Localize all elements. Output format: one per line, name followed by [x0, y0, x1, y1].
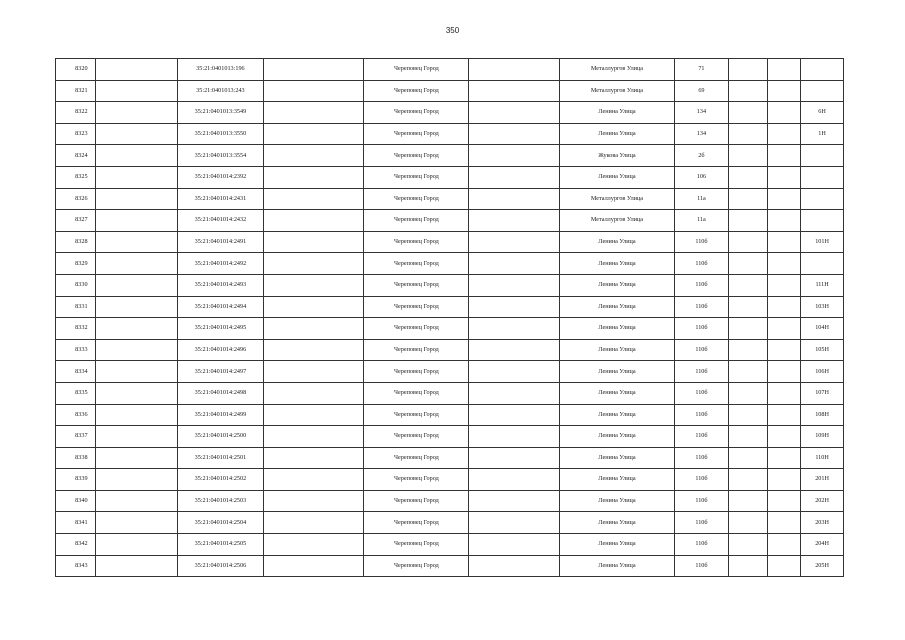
cadastral-number-cell: 35:21:0401014:2432	[178, 210, 264, 232]
table-row	[56, 361, 844, 383]
empty-cell	[728, 231, 767, 253]
empty-cell	[728, 555, 767, 577]
row-number-cell: 8321	[56, 80, 96, 102]
empty-cell	[728, 166, 767, 188]
house-cell: 110б	[674, 447, 728, 469]
empty-cell	[263, 296, 364, 318]
empty-cell	[728, 512, 767, 534]
cadastral-number-cell: 35:21:0401014:2504	[178, 512, 264, 534]
empty-cell	[95, 231, 177, 253]
empty-cell	[95, 404, 177, 426]
cadastral-number-cell: 35:21:0401014:2431	[178, 188, 264, 210]
street-cell: Ленина Улица	[559, 361, 674, 383]
cadastral-number-cell: 35:21:0401013:196	[178, 59, 264, 81]
city-cell: Череповец Город	[364, 296, 469, 318]
empty-cell	[263, 59, 364, 81]
empty-cell	[95, 59, 177, 81]
empty-cell	[767, 555, 801, 577]
row-number-cell: 8325	[56, 166, 96, 188]
premises-cell	[801, 253, 844, 275]
street-cell: Металлургов Улица	[559, 210, 674, 232]
empty-cell	[469, 123, 560, 145]
empty-cell	[767, 80, 801, 102]
house-cell: 110б	[674, 469, 728, 491]
cadastral-number-cell: 35:21:0401014:2495	[178, 318, 264, 340]
cadastral-number-cell: 35:21:0401013:3554	[178, 145, 264, 167]
table-row	[56, 296, 844, 318]
empty-cell	[263, 80, 364, 102]
empty-cell	[263, 534, 364, 556]
table-row	[56, 318, 844, 340]
empty-cell	[95, 512, 177, 534]
street-cell: Ленина Улица	[559, 426, 674, 448]
empty-cell	[263, 447, 364, 469]
empty-cell	[728, 447, 767, 469]
house-cell: 11а	[674, 188, 728, 210]
city-cell: Череповец Город	[364, 145, 469, 167]
table-row	[56, 253, 844, 275]
registry-table	[55, 58, 844, 577]
table-row	[56, 102, 844, 124]
empty-cell	[95, 80, 177, 102]
empty-cell	[767, 253, 801, 275]
empty-cell	[767, 210, 801, 232]
table-row	[56, 339, 844, 361]
table-row	[56, 59, 844, 81]
cadastral-number-cell: 35:21:0401013:3550	[178, 123, 264, 145]
street-cell: Ленина Улица	[559, 447, 674, 469]
city-cell: Череповец Город	[364, 102, 469, 124]
empty-cell	[95, 339, 177, 361]
empty-cell	[767, 188, 801, 210]
empty-cell	[469, 188, 560, 210]
city-cell: Череповец Город	[364, 469, 469, 491]
table-row	[56, 145, 844, 167]
empty-cell	[95, 296, 177, 318]
empty-cell	[263, 382, 364, 404]
empty-cell	[728, 382, 767, 404]
cadastral-number-cell: 35:21:0401014:2498	[178, 382, 264, 404]
empty-cell	[469, 404, 560, 426]
row-number-cell: 8343	[56, 555, 96, 577]
row-number-cell: 8342	[56, 534, 96, 556]
row-number-cell: 8340	[56, 490, 96, 512]
empty-cell	[728, 404, 767, 426]
street-cell: Ленина Улица	[559, 274, 674, 296]
empty-cell	[728, 534, 767, 556]
empty-cell	[767, 166, 801, 188]
empty-cell	[263, 361, 364, 383]
empty-cell	[728, 102, 767, 124]
empty-cell	[95, 274, 177, 296]
empty-cell	[469, 80, 560, 102]
house-cell: 110б	[674, 512, 728, 534]
empty-cell	[767, 534, 801, 556]
empty-cell	[469, 361, 560, 383]
house-cell: 106	[674, 166, 728, 188]
city-cell: Череповец Город	[364, 512, 469, 534]
row-number-cell: 8333	[56, 339, 96, 361]
city-cell: Череповец Город	[364, 404, 469, 426]
row-number-cell: 8322	[56, 102, 96, 124]
empty-cell	[263, 210, 364, 232]
table-row	[56, 188, 844, 210]
cadastral-number-cell: 35:21:0401014:2506	[178, 555, 264, 577]
empty-cell	[469, 447, 560, 469]
city-cell: Череповец Город	[364, 253, 469, 275]
city-cell: Череповец Город	[364, 123, 469, 145]
house-cell: 110б	[674, 426, 728, 448]
cadastral-number-cell: 35:21:0401014:2505	[178, 534, 264, 556]
house-cell: 134	[674, 102, 728, 124]
empty-cell	[469, 253, 560, 275]
premises-cell: 107Н	[801, 382, 844, 404]
empty-cell	[767, 512, 801, 534]
house-cell: 110б	[674, 382, 728, 404]
empty-cell	[767, 361, 801, 383]
empty-cell	[95, 166, 177, 188]
empty-cell	[263, 102, 364, 124]
premises-cell: 101Н	[801, 231, 844, 253]
house-cell: 110б	[674, 404, 728, 426]
empty-cell	[95, 469, 177, 491]
empty-cell	[263, 253, 364, 275]
empty-cell	[728, 274, 767, 296]
empty-cell	[767, 404, 801, 426]
premises-cell: 203Н	[801, 512, 844, 534]
street-cell: Ленина Улица	[559, 404, 674, 426]
cadastral-number-cell: 35:21:0401014:2499	[178, 404, 264, 426]
empty-cell	[767, 59, 801, 81]
city-cell: Череповец Город	[364, 274, 469, 296]
house-cell: 2б	[674, 145, 728, 167]
empty-cell	[263, 426, 364, 448]
empty-cell	[263, 188, 364, 210]
house-cell: 110б	[674, 274, 728, 296]
house-cell: 110б	[674, 339, 728, 361]
row-number-cell: 8335	[56, 382, 96, 404]
empty-cell	[469, 145, 560, 167]
page-number: 350	[445, 26, 460, 35]
cadastral-number-cell: 35:21:0401013:243	[178, 80, 264, 102]
empty-cell	[95, 210, 177, 232]
empty-cell	[469, 555, 560, 577]
table-row	[56, 231, 844, 253]
table-row	[56, 80, 844, 102]
cadastral-number-cell: 35:21:0401014:2500	[178, 426, 264, 448]
street-cell: Жукова Улица	[559, 145, 674, 167]
empty-cell	[469, 296, 560, 318]
empty-cell	[728, 318, 767, 340]
premises-cell: 109Н	[801, 426, 844, 448]
empty-cell	[469, 166, 560, 188]
empty-cell	[95, 188, 177, 210]
premises-cell: 1Н	[801, 123, 844, 145]
city-cell: Череповец Город	[364, 166, 469, 188]
empty-cell	[469, 210, 560, 232]
table-row	[56, 469, 844, 491]
city-cell: Череповец Город	[364, 339, 469, 361]
empty-cell	[728, 188, 767, 210]
cadastral-number-cell: 35:21:0401014:2503	[178, 490, 264, 512]
table-row	[56, 382, 844, 404]
city-cell: Череповец Город	[364, 361, 469, 383]
empty-cell	[469, 59, 560, 81]
empty-cell	[95, 361, 177, 383]
row-number-cell: 8330	[56, 274, 96, 296]
row-number-cell: 8331	[56, 296, 96, 318]
empty-cell	[469, 534, 560, 556]
empty-cell	[767, 426, 801, 448]
city-cell: Череповец Город	[364, 59, 469, 81]
empty-cell	[728, 80, 767, 102]
row-number-cell: 8320	[56, 59, 96, 81]
empty-cell	[95, 253, 177, 275]
house-cell: 110б	[674, 361, 728, 383]
street-cell: Ленина Улица	[559, 123, 674, 145]
street-cell: Металлургов Улица	[559, 188, 674, 210]
row-number-cell: 8334	[56, 361, 96, 383]
empty-cell	[95, 123, 177, 145]
city-cell: Череповец Город	[364, 80, 469, 102]
house-cell: 110б	[674, 490, 728, 512]
empty-cell	[728, 296, 767, 318]
empty-cell	[263, 231, 364, 253]
street-cell: Ленина Улица	[559, 534, 674, 556]
empty-cell	[767, 231, 801, 253]
premises-cell: 103Н	[801, 296, 844, 318]
premises-cell	[801, 210, 844, 232]
empty-cell	[95, 490, 177, 512]
city-cell: Череповец Город	[364, 426, 469, 448]
premises-cell: 205Н	[801, 555, 844, 577]
cadastral-number-cell: 35:21:0401013:3549	[178, 102, 264, 124]
empty-cell	[263, 555, 364, 577]
premises-cell: 105Н	[801, 339, 844, 361]
city-cell: Череповец Город	[364, 318, 469, 340]
empty-cell	[95, 382, 177, 404]
cadastral-number-cell: 35:21:0401014:2497	[178, 361, 264, 383]
street-cell: Ленина Улица	[559, 490, 674, 512]
empty-cell	[767, 102, 801, 124]
empty-cell	[469, 512, 560, 534]
empty-cell	[263, 318, 364, 340]
empty-cell	[263, 145, 364, 167]
empty-cell	[263, 166, 364, 188]
empty-cell	[728, 361, 767, 383]
cadastral-number-cell: 35:21:0401014:2502	[178, 469, 264, 491]
premises-cell: 202Н	[801, 490, 844, 512]
street-cell: Ленина Улица	[559, 253, 674, 275]
street-cell: Металлургов Улица	[559, 80, 674, 102]
street-cell: Ленина Улица	[559, 166, 674, 188]
empty-cell	[728, 490, 767, 512]
street-cell: Ленина Улица	[559, 555, 674, 577]
premises-cell: 204Н	[801, 534, 844, 556]
empty-cell	[469, 490, 560, 512]
empty-cell	[263, 123, 364, 145]
row-number-cell: 8338	[56, 447, 96, 469]
row-number-cell: 8323	[56, 123, 96, 145]
empty-cell	[767, 274, 801, 296]
premises-cell: 104Н	[801, 318, 844, 340]
empty-cell	[728, 339, 767, 361]
empty-cell	[263, 490, 364, 512]
empty-cell	[95, 145, 177, 167]
empty-cell	[469, 339, 560, 361]
empty-cell	[469, 318, 560, 340]
cadastral-number-cell: 35:21:0401014:2496	[178, 339, 264, 361]
empty-cell	[95, 555, 177, 577]
premises-cell: 6Н	[801, 102, 844, 124]
empty-cell	[767, 296, 801, 318]
empty-cell	[728, 469, 767, 491]
empty-cell	[767, 123, 801, 145]
empty-cell	[728, 123, 767, 145]
empty-cell	[263, 469, 364, 491]
empty-cell	[95, 102, 177, 124]
house-cell: 110б	[674, 555, 728, 577]
house-cell: 110б	[674, 296, 728, 318]
empty-cell	[767, 145, 801, 167]
empty-cell	[767, 490, 801, 512]
row-number-cell: 8327	[56, 210, 96, 232]
empty-cell	[95, 534, 177, 556]
city-cell: Череповец Город	[364, 382, 469, 404]
city-cell: Череповец Город	[364, 231, 469, 253]
empty-cell	[728, 253, 767, 275]
house-cell: 134	[674, 123, 728, 145]
row-number-cell: 8326	[56, 188, 96, 210]
street-cell: Металлургов Улица	[559, 59, 674, 81]
cadastral-number-cell: 35:21:0401014:2493	[178, 274, 264, 296]
street-cell: Ленина Улица	[559, 512, 674, 534]
empty-cell	[767, 382, 801, 404]
empty-cell	[728, 145, 767, 167]
empty-cell	[95, 447, 177, 469]
city-cell: Череповец Город	[364, 188, 469, 210]
house-cell: 110б	[674, 318, 728, 340]
empty-cell	[469, 102, 560, 124]
house-cell: 110б	[674, 231, 728, 253]
premises-cell: 108Н	[801, 404, 844, 426]
house-cell: 71	[674, 59, 728, 81]
empty-cell	[469, 274, 560, 296]
city-cell: Череповец Город	[364, 555, 469, 577]
empty-cell	[95, 426, 177, 448]
row-number-cell: 8339	[56, 469, 96, 491]
empty-cell	[469, 382, 560, 404]
row-number-cell: 8341	[56, 512, 96, 534]
premises-cell	[801, 59, 844, 81]
city-cell: Череповец Город	[364, 447, 469, 469]
house-cell: 69	[674, 80, 728, 102]
premises-cell: 111Н	[801, 274, 844, 296]
premises-cell	[801, 188, 844, 210]
empty-cell	[95, 318, 177, 340]
cadastral-number-cell: 35:21:0401014:2491	[178, 231, 264, 253]
street-cell: Ленина Улица	[559, 318, 674, 340]
premises-cell: 201Н	[801, 469, 844, 491]
empty-cell	[728, 210, 767, 232]
premises-cell: 106Н	[801, 361, 844, 383]
table-row	[56, 210, 844, 232]
empty-cell	[469, 231, 560, 253]
table-row	[56, 166, 844, 188]
cadastral-number-cell: 35:21:0401014:2492	[178, 253, 264, 275]
empty-cell	[263, 339, 364, 361]
table-row	[56, 123, 844, 145]
street-cell: Ленина Улица	[559, 231, 674, 253]
registry-body	[56, 59, 844, 577]
empty-cell	[728, 426, 767, 448]
cadastral-number-cell: 35:21:0401014:2494	[178, 296, 264, 318]
street-cell: Ленина Улица	[559, 102, 674, 124]
street-cell: Ленина Улица	[559, 382, 674, 404]
table-row	[56, 534, 844, 556]
empty-cell	[469, 469, 560, 491]
premises-cell	[801, 145, 844, 167]
table-row	[56, 512, 844, 534]
empty-cell	[767, 469, 801, 491]
street-cell: Ленина Улица	[559, 296, 674, 318]
empty-cell	[263, 512, 364, 534]
table-row	[56, 404, 844, 426]
premises-cell	[801, 80, 844, 102]
city-cell: Череповец Город	[364, 210, 469, 232]
city-cell: Череповец Город	[364, 490, 469, 512]
table-row	[56, 274, 844, 296]
row-number-cell: 8332	[56, 318, 96, 340]
empty-cell	[767, 318, 801, 340]
cadastral-number-cell: 35:21:0401014:2501	[178, 447, 264, 469]
cadastral-number-cell: 35:21:0401014:2392	[178, 166, 264, 188]
empty-cell	[767, 339, 801, 361]
row-number-cell: 8336	[56, 404, 96, 426]
empty-cell	[767, 447, 801, 469]
empty-cell	[263, 404, 364, 426]
street-cell: Ленина Улица	[559, 469, 674, 491]
row-number-cell: 8337	[56, 426, 96, 448]
premises-cell	[801, 166, 844, 188]
empty-cell	[469, 426, 560, 448]
table-row	[56, 555, 844, 577]
empty-cell	[263, 274, 364, 296]
street-cell: Ленина Улица	[559, 339, 674, 361]
empty-cell	[728, 59, 767, 81]
row-number-cell: 8324	[56, 145, 96, 167]
table-row	[56, 490, 844, 512]
house-cell: 110б	[674, 253, 728, 275]
premises-cell: 110Н	[801, 447, 844, 469]
row-number-cell: 8328	[56, 231, 96, 253]
house-cell: 110б	[674, 534, 728, 556]
table-row	[56, 426, 844, 448]
table-row	[56, 447, 844, 469]
house-cell: 11а	[674, 210, 728, 232]
row-number-cell: 8329	[56, 253, 96, 275]
city-cell: Череповец Город	[364, 534, 469, 556]
